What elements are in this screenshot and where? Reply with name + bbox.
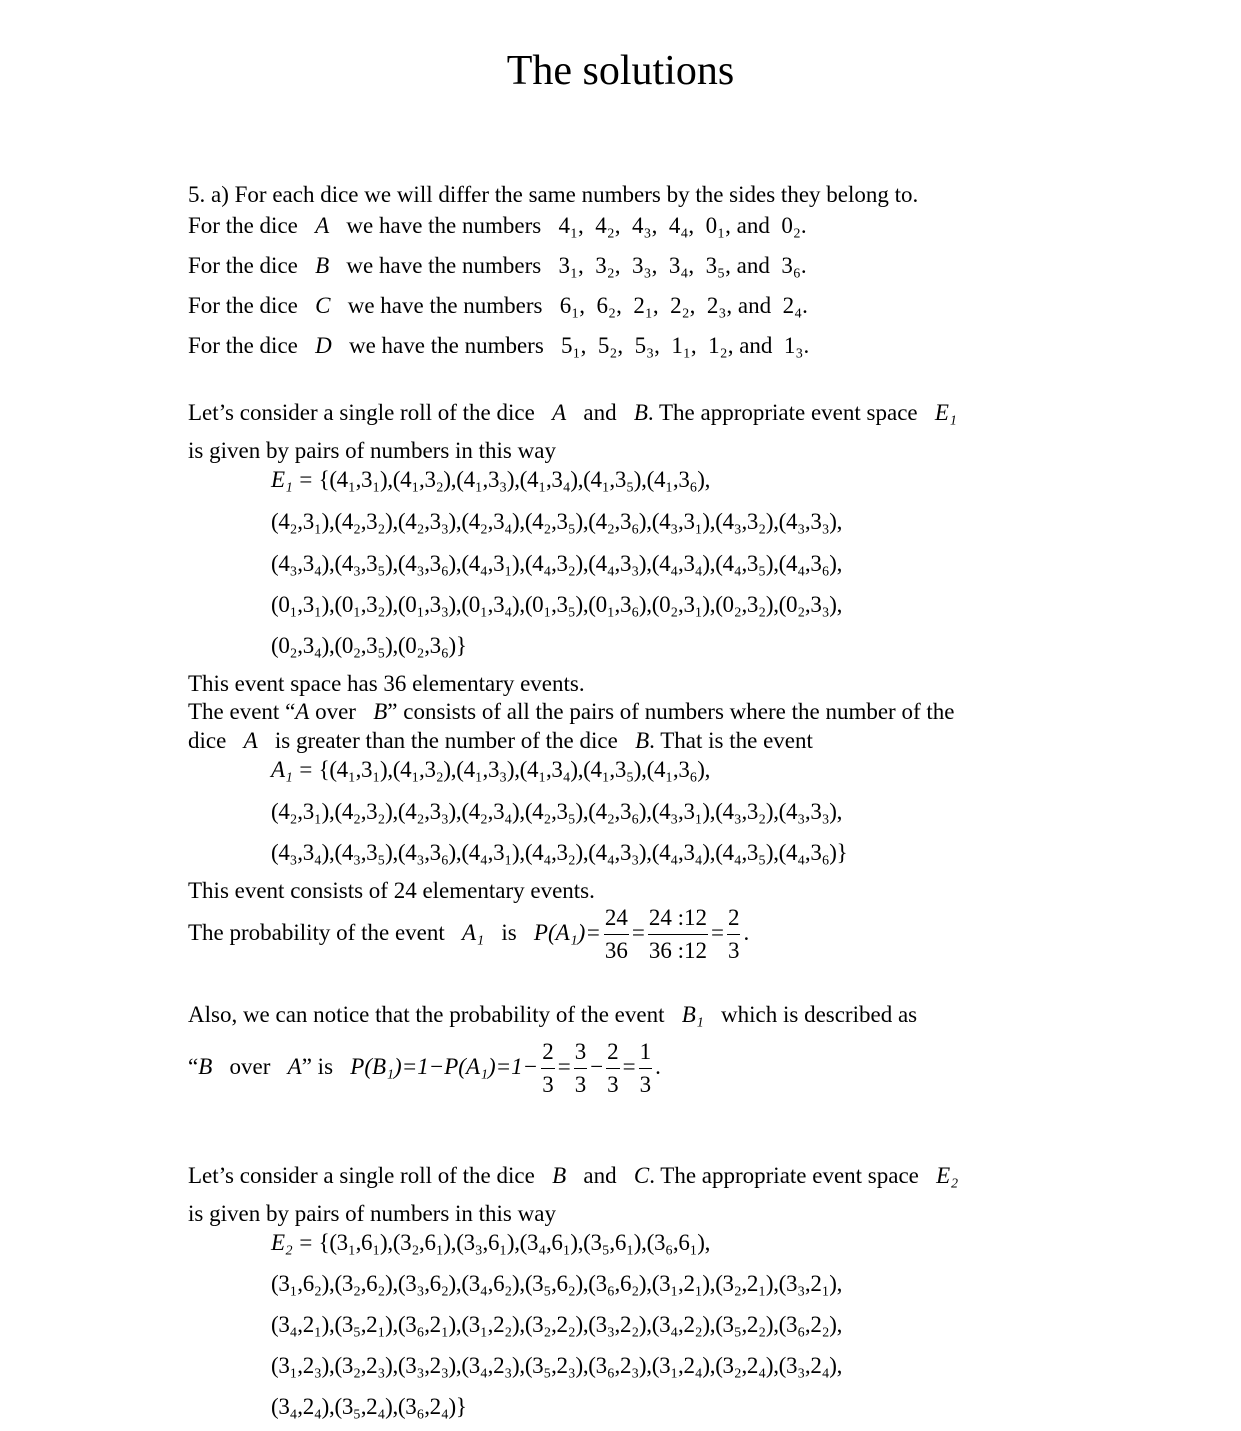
- e2-set-line: (3₁,6₂),(3₂,6₂),(3₃,6₂),(3₄,6₂),(3₅,6₂),(3₆,6₂),(3₁,2₁),(3₂,2₁),(3₃,2₁),: [271, 1271, 843, 1296]
- a1-set-line: (4₂,3₁),(4₂,3₂),(4₂,3₃),(4₂,3₄),(4₂,3₅),(4₂,3₆),(4₃,3₁),(4₃,3₂),(4₃,3₃),: [271, 799, 843, 824]
- consider-bc-line: Let’s consider a single roll of the dice B and C. The appropriate event space E₂: [188, 1163, 959, 1188]
- e2-set-line: (3₄,2₁),(3₅,2₁),(3₆,2₁),(3₁,2₂),(3₂,2₂),(3₃,2₂),(3₄,2₂),(3₅,2₂),(3₆,2₂),: [271, 1312, 843, 1337]
- intro-line: 5. a) For each dice we will differ the same numbers by the sides they belong to.: [188, 182, 919, 207]
- consider-ab-line: Let’s consider a single roll of the dice A and B. The appropriate event space E₁: [188, 400, 957, 425]
- e1-set-line: (0₂,3₄),(0₂,3₅),(0₂,3₆)}: [271, 633, 467, 658]
- dice-line-a: For the dice A we have the numbers 4₁, 4₂, 4₃, 4₄, 0₁, and 0₂.: [188, 213, 807, 238]
- page-title: The solutions: [506, 48, 735, 94]
- given-line-2: is given by pairs of numbers in this way: [188, 1201, 556, 1226]
- event-definition-line: The event “A over B” consists of all the pairs of numbers where the number of the: [188, 699, 955, 724]
- e1-set-line: (4₃,3₄),(4₃,3₅),(4₃,3₆),(4₄,3₁),(4₄,3₂),(4₄,3₃),(4₄,3₄),(4₄,3₅),(4₄,3₆),: [271, 551, 843, 576]
- e1-set-line: (0₁,3₁),(0₁,3₂),(0₁,3₃),(0₁,3₄),(0₁,3₅),(0₁,3₆),(0₂,3₁),(0₂,3₂),(0₂,3₃),: [271, 592, 843, 617]
- a1-count-line: This event consists of 24 elementary events.: [188, 878, 595, 903]
- event-definition-line-2: dice A is greater than the number of the dice B. That is the event: [188, 728, 813, 753]
- dice-line-b: For the dice B we have the numbers 3₁, 3₂, 3₃, 3₄, 3₅, and 3₆.: [188, 253, 807, 278]
- e2-set-line: (3₄,2₄),(3₅,2₄),(3₆,2₄)}: [271, 1394, 467, 1419]
- a1-set-line: (4₃,3₄),(4₃,3₅),(4₃,3₆),(4₄,3₁),(4₄,3₂),(4₄,3₃),(4₄,3₄),(4₄,3₅),(4₄,3₆)}: [271, 840, 848, 865]
- probability-b1-equation: “B over A” is P(B₁)=1−P(A₁)=1− $\frac{2}{3}$ = $\frac{3}{3}$ − $\frac{2}{3}$ = $\frac{1}{3}$ .: [188, 1036, 661, 1101]
- dice-line-c: For the dice C we have the numbers 6₁, 6₂, 2₁, 2₂, 2₃, and 2₄.: [188, 293, 808, 318]
- dice-line-d: For the dice D we have the numbers 5₁, 5₂, 5₃, 1₁, 1₂, and 1₃.: [188, 333, 810, 358]
- given-line-1: is given by pairs of numbers in this way: [188, 438, 556, 463]
- e1-set-line: (4₂,3₁),(4₂,3₂),(4₂,3₃),(4₂,3₄),(4₂,3₅),(4₂,3₆),(4₃,3₁),(4₃,3₂),(4₃,3₃),: [271, 509, 843, 534]
- e1-set-line: E₁ = {(4₁,3₁),(4₁,3₂),(4₁,3₃),(4₁,3₄),(4₁,3₅),(4₁,3₆),: [271, 467, 711, 492]
- also-line: Also, we can notice that the probability of the event B₁ which is described as: [188, 1002, 918, 1027]
- probability-a1-equation: The probability of the event A₁ is P(A₁)= $\frac{24}{36}$ = $\frac{24 :12}{36 :12}$ = $\frac{2}{3}$ .: [188, 902, 749, 967]
- e2-set-line: (3₁,2₃),(3₂,2₃),(3₃,2₃),(3₄,2₃),(3₅,2₃),(3₆,2₃),(3₁,2₄),(3₂,2₄),(3₃,2₄),: [271, 1353, 843, 1378]
- space-count-line: This event space has 36 elementary events.: [188, 671, 585, 696]
- a1-set-line: A₁ = {(4₁,3₁),(4₁,3₂),(4₁,3₃),(4₁,3₄),(4₁,3₅),(4₁,3₆),: [271, 757, 711, 782]
- e2-set-line: E₂ = {(3₁,6₁),(3₂,6₁),(3₃,6₁),(3₄,6₁),(3₅,6₁),(3₆,6₁),: [271, 1230, 711, 1255]
